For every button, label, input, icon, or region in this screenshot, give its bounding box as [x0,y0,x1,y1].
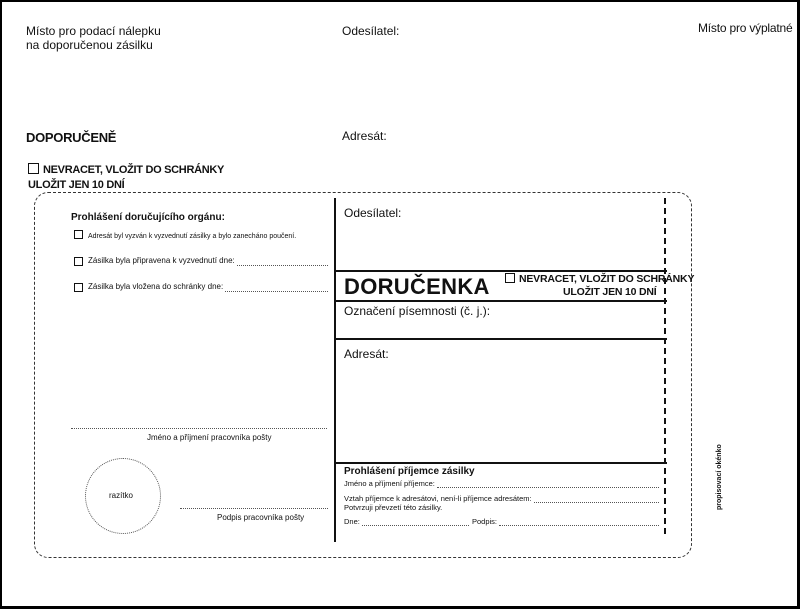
delivery-declaration-title: Prohlášení doručujícího orgánu: [71,212,225,223]
sticker-place-line-2: na doporučenou zásilku [26,38,153,52]
receipt-title: DORUČENKA [344,274,490,299]
declaration-checkbox-3[interactable] [74,283,83,292]
stamp-label: razítko [109,491,134,500]
registered-label: DOPORUČENĚ [26,130,117,145]
declaration-option-1-text: Adresát byl vyzván k vyzvednutí zásilky a bylo zanecháno poučení. [88,233,297,240]
receipt-no-return-text: NEVRACET, VLOŽIT DO SCHRÁNKY [519,273,695,285]
dotted-line [499,518,659,526]
receipt-no-return-option[interactable] [505,273,694,285]
store-days-label: ULOŽIT JEN 10 DNÍ [28,179,125,191]
declaration-option-2[interactable] [74,256,328,266]
signature-field[interactable] [472,517,659,526]
no-return-text: NEVRACET, VLOŽIT DO SCHRÁNKY [43,164,225,176]
dotted-line [437,480,659,488]
worker-name-label: Jméno a příjmení pracovníka pošty [147,433,272,442]
document-ref-label: Označení písemnosti (č. j.): [344,304,491,318]
top-addressee-label: Adresát: [342,129,387,143]
declaration-option-1[interactable] [74,230,329,242]
postage-place-label: Místo pro výplatné [698,21,793,35]
worker-signature-line [180,508,328,509]
relation-label: Vztah příjemce k adresátovi, není-li příjemce adresátem: [344,494,532,503]
declaration-option-2-text: Zásilka byla připravena k vyzvednutí dne: [88,256,235,265]
dotted-line [237,258,328,266]
declaration-checkbox-2[interactable] [74,257,83,266]
declaration-checkbox-1[interactable] [74,230,83,239]
receipt-no-return-checkbox[interactable] [505,273,515,283]
receipt-addressee-label: Adresát: [344,347,389,361]
recipient-name-label: Jméno a příjmení příjemce: [344,479,435,488]
relation-field[interactable] [344,494,659,503]
no-return-option[interactable] [28,163,224,177]
worker-name-line [71,428,327,429]
date-field[interactable] [344,517,469,526]
confirm-text: Potvrzuji převzetí této zásilky. [344,503,443,512]
delivery-receipt-form [2,2,797,606]
declaration-option-3-text: Zásilka byla vložena do schránky dne: [88,282,224,291]
worker-signature-label: Podpis pracovníka pošty [217,513,305,522]
receipt-store-days: ULOŽIT JEN 10 DNÍ [563,286,657,298]
receipt-divider-4 [335,462,667,464]
dotted-line [225,284,328,292]
dotted-line [362,518,469,526]
recipient-declaration-title: Prohlášení příjemce zásilky [344,466,475,477]
sticker-place-line-1: Místo pro podací nálepku [26,24,161,38]
receipt-sender-label: Odesílatel: [344,206,402,220]
signature-label: Podpis: [472,517,498,526]
sticker-place-label [26,24,226,52]
receipt-divider-1 [335,270,667,272]
recipient-name-field[interactable] [344,479,659,488]
dotted-line [534,495,659,503]
receipt-divider-3 [335,338,667,340]
side-window-label: propisovací okénko [716,444,723,510]
top-sender-label: Odesílatel: [342,24,400,38]
cut-line [664,198,666,534]
receipt-left-border [334,198,336,542]
no-return-checkbox[interactable] [28,163,39,174]
receipt-divider-2 [335,300,667,302]
date-label: Dne: [344,517,360,526]
declaration-option-3[interactable] [74,282,328,292]
